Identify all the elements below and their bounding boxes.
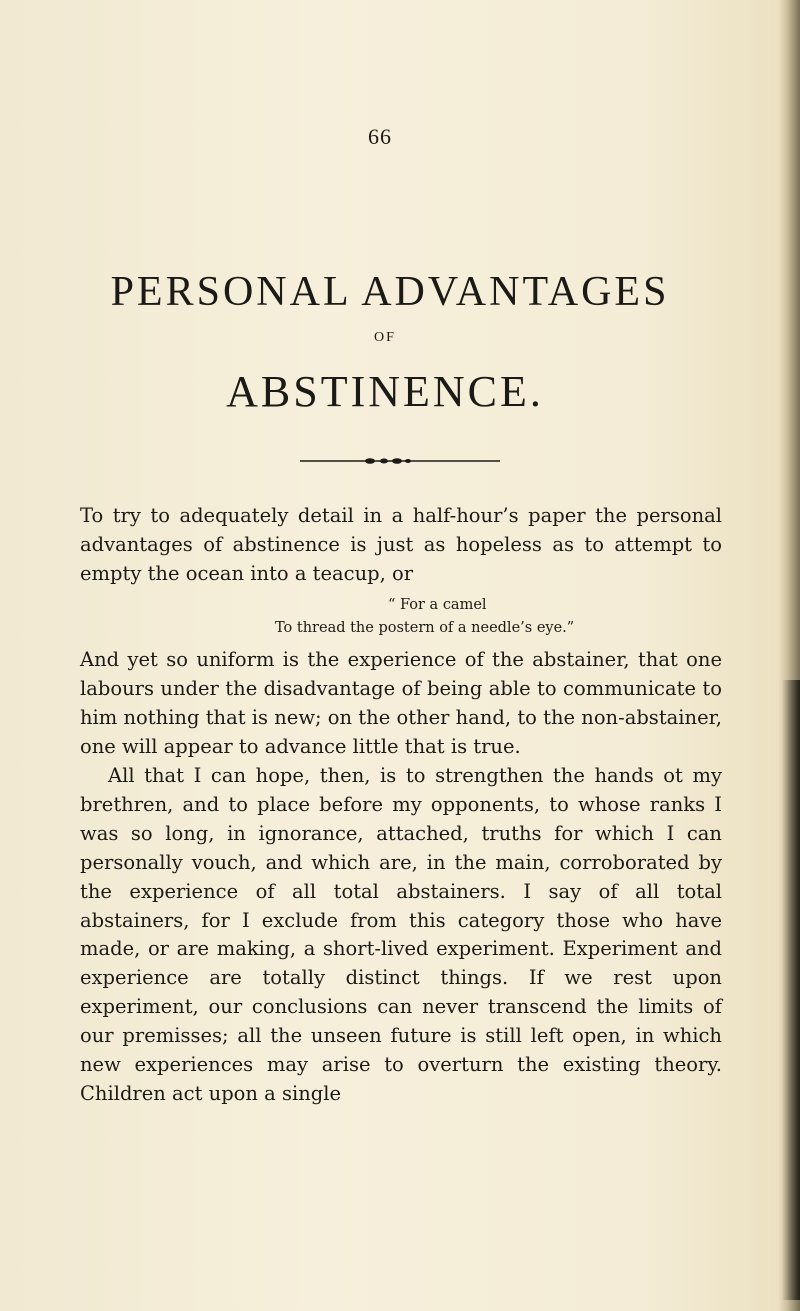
quote-line-1: “ For a camel xyxy=(388,597,487,613)
paragraph-2: And yet so uniform is the experience of the abstainer, that one labours under the disadvantage of being able to communicate to him nothing that is new; on the other hand, to the non-abstainer, one will appear to advance little that is true. xyxy=(80,648,722,758)
chapter-title: PERSONAL ADVANTAGES xyxy=(110,269,670,315)
quote-line-2: To thread the postern of a needle’s eye.” xyxy=(275,620,575,636)
decorative-rule-ornament-icon xyxy=(300,455,500,467)
page-edge-shadow xyxy=(778,0,800,1311)
chapter-subtitle: ABSTINENCE. xyxy=(226,367,544,416)
page-number: 66 xyxy=(368,124,392,149)
chapter-title-connector: OF xyxy=(374,330,396,345)
paragraph-3: All that I can hope, then, is to strengthen the hands ot my brethren, and to place before my opponents, to whose ranks I was so long, in ignorance, attached, truths for which I can personally vouch, and which are, in the main, corroborated by the experience of all total abstainers. I say of all total abstainers, for I exclude from this category those who have made, or are making, a short-lived experiment. Experiment and experience are totally distinct things. If we rest upon experiment, our conclusions can never transcend the limits of our premisses; all the unseen future is still left open, in which new experiences may arise to overturn the existing theory. Children act upon a single xyxy=(80,764,722,1105)
verse-quote xyxy=(80,594,722,640)
paragraph-1: To try to adequately detail in a half-hour’s paper the personal advantages of abstinence is just as hopeless as to attempt to empty the ocean into a teacup, or xyxy=(80,504,722,585)
